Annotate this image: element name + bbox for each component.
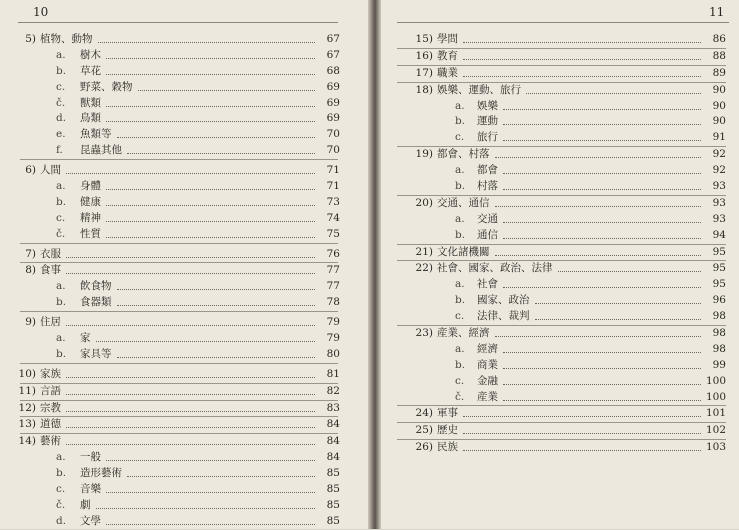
entry-title: 都會	[477, 164, 498, 177]
entry-page-number: 94	[712, 228, 726, 241]
entry-page-number: 85	[326, 514, 340, 527]
entry-title: 食事	[40, 264, 61, 277]
toc-section-entry	[0, 263, 340, 279]
book-gutter	[368, 0, 381, 529]
dot-leader	[66, 410, 315, 412]
left-page	[0, 0, 368, 529]
dot-leader	[96, 340, 316, 342]
section-number: 11)	[18, 384, 36, 397]
dot-leader	[503, 108, 701, 110]
entry-page-number: 96	[712, 294, 726, 307]
dot-leader	[106, 491, 315, 493]
subsection-letter: b.	[56, 195, 67, 208]
toc-subsection-entry	[0, 347, 340, 363]
toc-subsection-entry	[0, 498, 340, 514]
toc-subsection-entry	[0, 143, 340, 159]
toc-section-entry	[0, 163, 340, 179]
dot-leader	[463, 449, 701, 451]
dot-leader	[535, 318, 702, 320]
dot-leader	[503, 399, 701, 401]
entry-page-number: 84	[326, 435, 340, 448]
dot-leader	[106, 459, 315, 461]
entry-page-number: 80	[326, 347, 340, 360]
entry-page-number: 69	[326, 80, 340, 93]
toc-subsection-entry	[381, 114, 726, 130]
toc-section-entry	[0, 384, 340, 400]
subsection-letter: b.	[56, 64, 67, 77]
toc-section-entry	[0, 247, 340, 263]
entry-title: 旅行	[477, 131, 498, 144]
subsection-letter: b.	[455, 358, 466, 371]
entry-title: 宗教	[40, 401, 61, 414]
toc-subsection-entry	[381, 293, 726, 309]
entry-page-number: 102	[705, 424, 726, 437]
entry-title: 社會、國家、政治、法律	[437, 262, 553, 275]
entry-title: 住居	[40, 316, 61, 329]
toc-subsection-entry	[0, 96, 340, 112]
entry-page-number: 71	[326, 180, 340, 193]
entry-page-number: 98	[712, 342, 726, 355]
entry-title: 交通	[477, 212, 498, 225]
subsection-letter: c.	[56, 483, 66, 496]
dot-leader	[66, 376, 315, 378]
entry-page-number: 85	[326, 467, 340, 480]
entry-page-number: 89	[712, 66, 726, 79]
dot-leader	[66, 426, 315, 428]
dot-leader	[106, 204, 315, 206]
section-divider	[20, 159, 338, 160]
section-number: 5)	[25, 33, 36, 45]
entry-page-number: 67	[326, 48, 340, 61]
dot-leader	[66, 324, 315, 326]
entry-page-number: 85	[326, 483, 340, 496]
subsection-letter: d.	[56, 112, 67, 125]
toc-subsection-entry	[0, 179, 340, 195]
subsection-letter: č.	[56, 498, 66, 511]
dot-leader	[503, 367, 701, 369]
entry-page-number: 84	[326, 418, 340, 431]
section-number: 18)	[415, 83, 433, 96]
toc-subsection-entry	[0, 127, 340, 143]
entry-title: 鳥類	[80, 112, 101, 125]
entry-page-number: 100	[705, 390, 726, 403]
entry-page-number: 69	[326, 112, 340, 125]
section-divider	[20, 243, 338, 244]
toc-subsection-entry	[381, 374, 726, 390]
dot-leader	[106, 220, 315, 222]
toc-section-entry	[381, 440, 726, 456]
section-number: 26)	[415, 441, 433, 454]
entry-page-number: 84	[326, 451, 340, 464]
toc-subsection-entry	[0, 450, 340, 466]
dot-leader	[503, 188, 701, 190]
dot-leader	[117, 356, 316, 358]
section-number: 7)	[25, 247, 36, 260]
toc-section-entry	[0, 401, 340, 417]
entry-page-number: 68	[326, 64, 340, 77]
subsection-letter: c.	[56, 211, 66, 224]
entry-page-number: 86	[712, 33, 726, 45]
dot-leader	[96, 507, 316, 509]
entry-title: 文化諸機關	[437, 245, 490, 258]
entry-title: 交通、通信	[437, 196, 490, 209]
section-number: 16)	[415, 49, 433, 62]
entry-title: 産業、經濟	[437, 327, 490, 340]
subsection-letter: a.	[56, 48, 66, 61]
section-number: 9)	[25, 316, 36, 329]
section-number: 22)	[415, 262, 433, 275]
toc-subsection-entry	[0, 211, 340, 227]
subsection-letter: č.	[56, 96, 66, 109]
dot-leader	[127, 475, 315, 477]
entry-title: 職業	[437, 66, 458, 79]
dot-leader	[117, 304, 316, 306]
entry-title: 歷史	[437, 424, 458, 437]
entry-title: 社會	[477, 278, 498, 291]
dot-leader	[117, 288, 316, 290]
subsection-letter: č.	[56, 227, 66, 240]
entry-title: 教育	[437, 49, 458, 62]
toc-section-entry	[381, 196, 726, 212]
entry-title: 運動	[477, 115, 498, 128]
entry-page-number: 92	[712, 148, 726, 161]
subsection-letter: f.	[56, 144, 63, 157]
section-number: 24)	[415, 407, 433, 420]
dot-leader	[106, 73, 315, 75]
section-number: 10)	[18, 367, 36, 380]
entry-title: 文學	[80, 514, 101, 527]
dot-leader	[463, 41, 701, 43]
dot-leader	[106, 236, 315, 238]
dot-leader	[106, 57, 315, 59]
entry-title: 音樂	[80, 483, 101, 496]
entry-page-number: 81	[326, 367, 340, 380]
entry-page-number: 103	[705, 441, 726, 454]
entry-title: 言語	[40, 384, 61, 397]
dot-leader	[463, 432, 701, 434]
dot-leader	[66, 256, 315, 258]
dot-leader	[503, 237, 701, 239]
toc-section-entry	[0, 417, 340, 433]
subsection-letter: b.	[56, 296, 67, 309]
toc-section-entry	[381, 406, 726, 422]
subsection-letter: b.	[455, 115, 466, 128]
toc-subsection-entry	[0, 111, 340, 127]
entry-title: 飲食物	[80, 280, 112, 293]
entry-page-number: 95	[712, 278, 726, 291]
entry-title: 衣服	[40, 247, 61, 260]
entry-title: 家具等	[80, 347, 112, 360]
toc-subsection-entry	[0, 195, 340, 211]
entry-title: 商業	[477, 358, 498, 371]
entry-title: 娛樂、運動、旅行	[437, 83, 521, 96]
toc-section-entry	[381, 261, 726, 277]
left-header-rule	[18, 22, 338, 23]
entry-page-number: 71	[326, 164, 340, 177]
section-number: 21)	[415, 245, 433, 258]
subsection-letter: a.	[455, 164, 465, 177]
entry-title: 村落	[477, 180, 498, 193]
toc-subsection-entry	[381, 358, 726, 374]
dot-leader	[558, 270, 702, 272]
section-number: 13)	[18, 418, 36, 431]
toc-section-entry	[381, 66, 726, 82]
subsection-letter: č.	[455, 390, 465, 403]
toc-subsection-entry	[381, 309, 726, 325]
subsection-letter: b.	[56, 347, 67, 360]
entry-page-number: 101	[705, 407, 726, 420]
section-number: 8)	[25, 264, 36, 277]
toc-subsection-entry	[381, 179, 726, 195]
entry-page-number: 90	[712, 115, 726, 128]
toc-section-entry	[381, 83, 726, 99]
entry-title: 植物、動物	[40, 33, 93, 45]
dot-leader	[503, 383, 701, 385]
dot-leader	[66, 172, 315, 174]
entry-page-number: 73	[326, 195, 340, 208]
entry-title: 道德	[40, 418, 61, 431]
subsection-letter: a.	[455, 342, 465, 355]
toc-section-entry	[381, 326, 726, 342]
section-number: 12)	[18, 401, 36, 414]
dot-leader	[463, 415, 701, 417]
entry-title: 人間	[40, 164, 61, 177]
entry-title: 軍事	[437, 407, 458, 420]
subsection-letter: c.	[56, 80, 66, 93]
entry-title: 健康	[80, 195, 101, 208]
toc-subsection-entry	[0, 466, 340, 482]
entry-page-number: 79	[326, 332, 340, 345]
section-number: 14)	[18, 435, 36, 448]
dot-leader	[66, 272, 315, 274]
entry-title: 身體	[80, 180, 101, 193]
toc-subsection-entry	[0, 295, 340, 311]
entry-page-number: 79	[326, 316, 340, 329]
entry-title: 一般	[80, 451, 101, 464]
entry-title: 産業	[477, 390, 498, 403]
entry-title: 草花	[80, 64, 101, 77]
entry-title: 通信	[477, 228, 498, 241]
entry-page-number: 93	[712, 212, 726, 225]
toc-subsection-entry	[0, 80, 340, 96]
section-number: 6)	[25, 164, 36, 177]
entry-page-number: 77	[326, 264, 340, 277]
dot-leader	[503, 221, 701, 223]
toc-section-entry	[381, 32, 726, 48]
section-number: 25)	[415, 424, 433, 437]
dot-leader	[503, 139, 701, 141]
entry-title: 民族	[437, 441, 458, 454]
entry-title: 金融	[477, 374, 498, 387]
toc-section-entry	[0, 434, 340, 450]
subsection-letter: a.	[56, 451, 66, 464]
toc-subsection-entry	[381, 99, 726, 115]
dot-leader	[503, 123, 701, 125]
subsection-letter: b.	[56, 467, 67, 480]
dot-leader	[495, 254, 702, 256]
entry-title: 精神	[80, 211, 101, 224]
dot-leader	[106, 120, 315, 122]
entry-page-number: 70	[326, 144, 340, 157]
entry-page-number: 98	[712, 327, 726, 340]
subsection-letter: c.	[455, 310, 465, 323]
entry-page-number: 83	[326, 401, 340, 414]
section-number: 15)	[415, 33, 433, 45]
entry-title: 野菜、穀物	[80, 80, 133, 93]
entry-title: 藝術	[40, 435, 61, 448]
dot-leader	[503, 286, 701, 288]
entry-page-number: 69	[326, 96, 340, 109]
toc-subsection-entry	[0, 227, 340, 243]
entry-title: 造形藝術	[80, 467, 122, 480]
entry-page-number: 100	[705, 374, 726, 387]
section-number: 23)	[415, 327, 433, 340]
subsection-letter: a.	[455, 278, 465, 291]
right-page-number: 11	[709, 5, 725, 19]
entry-title: 樹木	[80, 48, 101, 61]
entry-title: 食器類	[80, 296, 112, 309]
entry-title: 娛樂	[477, 99, 498, 112]
toc-subsection-entry	[381, 277, 726, 293]
entry-title: 法律、裁判	[477, 310, 530, 323]
left-page-number: 10	[33, 5, 49, 19]
entry-page-number: 75	[326, 227, 340, 240]
entry-page-number: 99	[712, 358, 726, 371]
toc-section-entry	[381, 147, 726, 163]
section-divider	[20, 363, 338, 364]
subsection-letter: a.	[56, 280, 66, 293]
entry-title: 魚類等	[80, 128, 112, 141]
toc-subsection-entry	[381, 342, 726, 358]
section-number: 17)	[415, 66, 433, 79]
toc-subsection-entry	[0, 279, 340, 295]
toc-section-entry	[0, 32, 340, 48]
entry-page-number: 98	[712, 310, 726, 323]
entry-title: 經濟	[477, 342, 498, 355]
toc-subsection-entry	[0, 48, 340, 64]
dot-leader	[106, 105, 315, 107]
entry-page-number: 74	[326, 211, 340, 224]
entry-page-number: 76	[326, 247, 340, 260]
entry-page-number: 95	[712, 262, 726, 275]
dot-leader	[503, 351, 701, 353]
section-number: 19)	[415, 148, 433, 161]
toc-subsection-entry	[381, 130, 726, 146]
toc-section-entry	[381, 49, 726, 65]
subsection-letter: b.	[455, 294, 466, 307]
subsection-letter: e.	[56, 128, 66, 141]
entry-title: 劇	[80, 498, 91, 511]
dot-leader	[117, 136, 316, 138]
entry-title: 國家、政治	[477, 294, 530, 307]
entry-page-number: 78	[326, 296, 340, 309]
dot-leader	[138, 89, 316, 91]
dot-leader	[463, 75, 701, 77]
entry-page-number: 90	[712, 83, 726, 96]
entry-page-number: 91	[712, 131, 726, 144]
entry-page-number: 93	[712, 196, 726, 209]
dot-leader	[503, 172, 701, 174]
dot-leader	[495, 205, 702, 207]
subsection-letter: d.	[56, 514, 67, 527]
entry-page-number: 85	[326, 498, 340, 511]
dot-leader	[535, 302, 702, 304]
entry-title: 家族	[40, 367, 61, 380]
subsection-letter: a.	[56, 180, 66, 193]
toc-subsection-entry	[381, 163, 726, 179]
toc-section-entry	[381, 423, 726, 439]
toc-subsection-entry	[0, 331, 340, 347]
entry-page-number: 93	[712, 180, 726, 193]
dot-leader	[66, 443, 315, 445]
right-page	[381, 0, 739, 529]
subsection-letter: b.	[455, 180, 466, 193]
toc-subsection-entry	[0, 482, 340, 498]
dot-leader	[106, 523, 315, 525]
entry-page-number: 67	[326, 33, 340, 45]
entry-page-number: 82	[326, 384, 340, 397]
subsection-letter: c.	[455, 374, 465, 387]
entry-title: 家	[80, 332, 91, 345]
subsection-letter: b.	[455, 228, 466, 241]
subsection-letter: a.	[455, 99, 465, 112]
entry-title: 性質	[80, 227, 101, 240]
entry-page-number: 92	[712, 164, 726, 177]
toc-subsection-entry	[381, 390, 726, 406]
right-header-rule	[397, 22, 729, 23]
subsection-letter: a.	[455, 212, 465, 225]
entry-page-number: 70	[326, 128, 340, 141]
entry-page-number: 95	[712, 245, 726, 258]
entry-title: 昆蟲其他	[80, 144, 122, 157]
toc-subsection-entry	[0, 64, 340, 80]
dot-leader	[463, 58, 701, 60]
dot-leader	[526, 92, 701, 94]
toc-subsection-entry	[381, 228, 726, 244]
dot-leader	[127, 152, 315, 154]
dot-leader	[66, 393, 315, 395]
dot-leader	[495, 335, 702, 337]
toc-subsection-entry	[381, 212, 726, 228]
entry-title: 學問	[437, 33, 458, 45]
entry-page-number: 77	[326, 280, 340, 293]
toc-section-entry	[0, 367, 340, 383]
section-number: 20)	[415, 196, 433, 209]
toc-subsection-entry	[0, 514, 340, 530]
entry-title: 都會、村落	[437, 148, 490, 161]
subsection-letter: c.	[455, 131, 465, 144]
entry-page-number: 88	[712, 49, 726, 62]
right-toc-list	[381, 32, 726, 456]
dot-leader	[98, 41, 316, 43]
entry-title: 獸類	[80, 96, 101, 109]
entry-page-number: 90	[712, 99, 726, 112]
dot-leader	[106, 188, 315, 190]
subsection-letter: a.	[56, 332, 66, 345]
toc-section-entry	[381, 245, 726, 261]
section-divider	[20, 311, 338, 312]
toc-section-entry	[0, 315, 340, 331]
dot-leader	[495, 156, 702, 158]
left-toc-list	[0, 32, 340, 530]
